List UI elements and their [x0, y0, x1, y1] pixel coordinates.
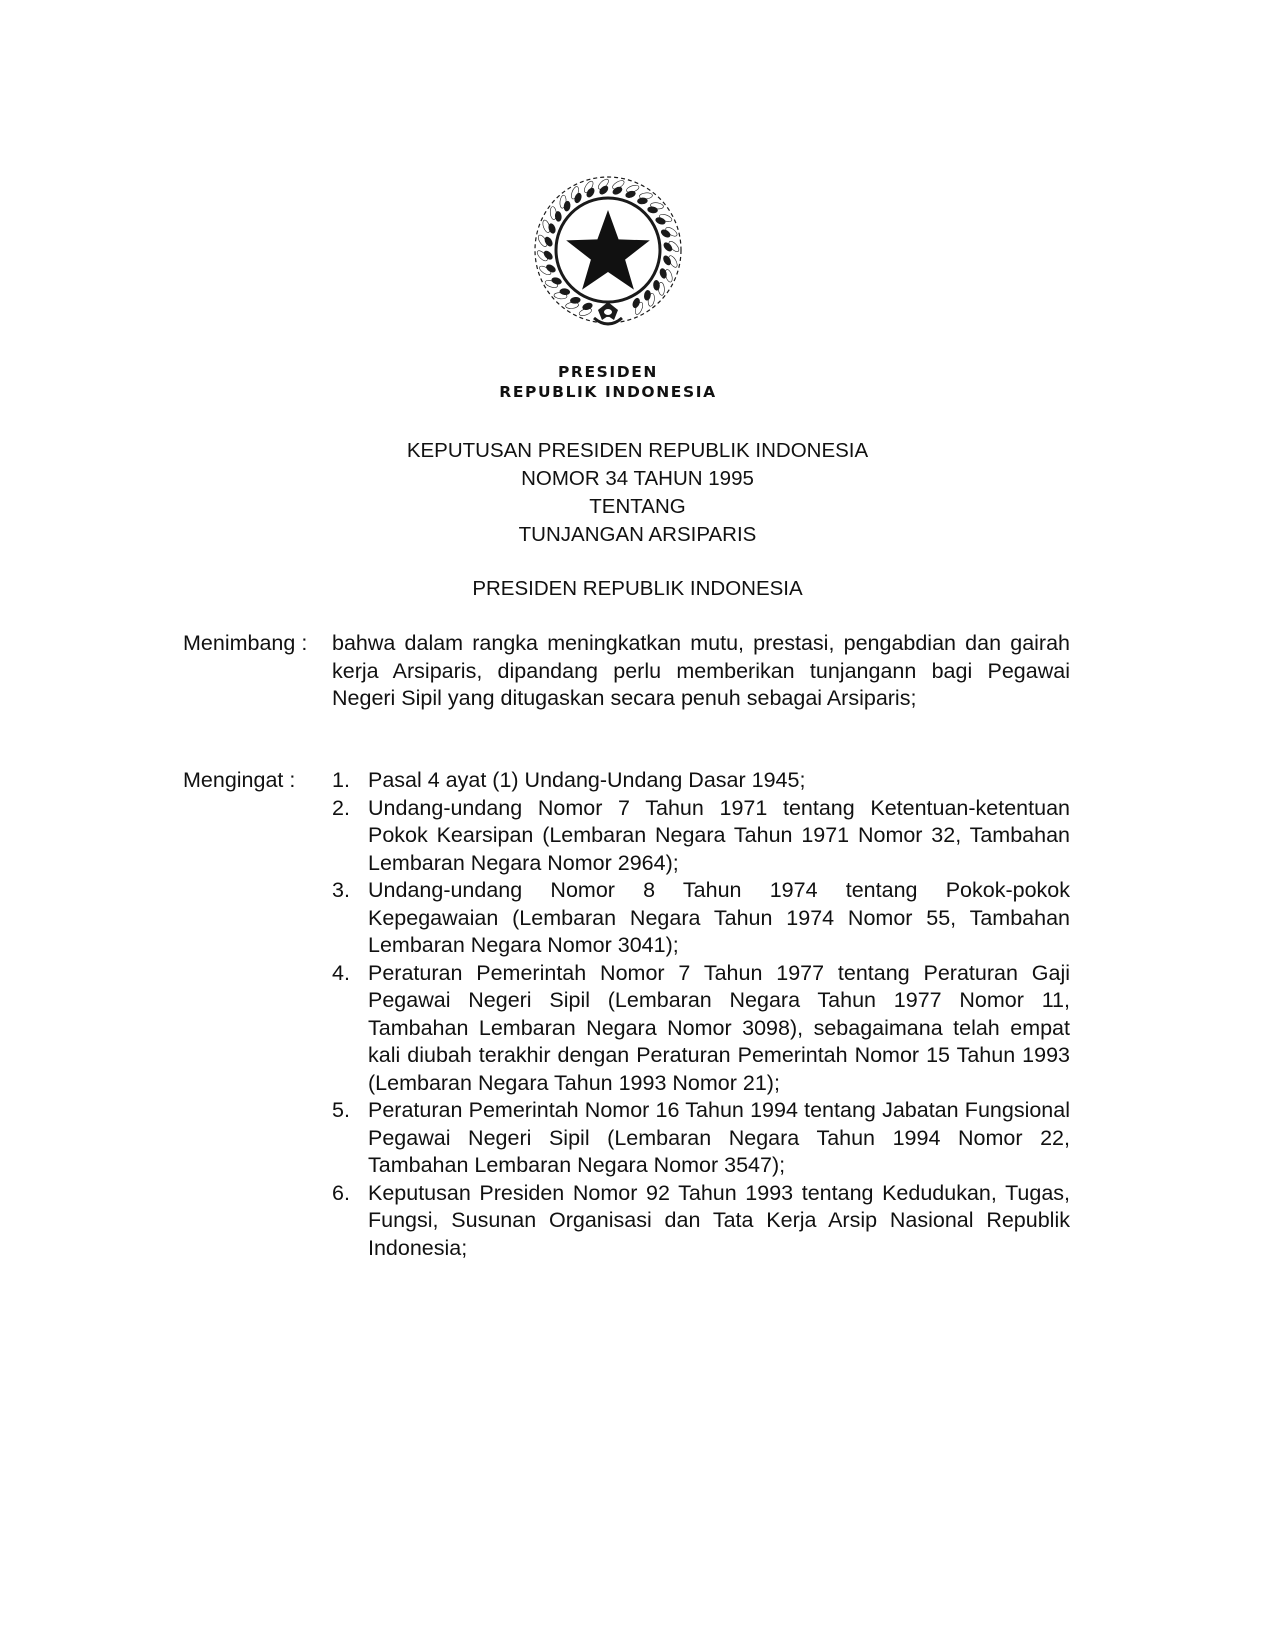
- title-line-4: TUNJANGAN ARSIPARIS: [518, 523, 757, 546]
- mengingat-label: Mengingat :: [183, 768, 296, 792]
- emblem-caption-line2: REPUBLIK INDONESIA: [499, 383, 717, 401]
- list-item: [332, 960, 1070, 1098]
- list-item-number: 5.: [332, 1098, 350, 1122]
- issuer-heading: PRESIDEN REPUBLIK INDONESIA: [472, 577, 803, 600]
- title-line-1: KEPUTUSAN PRESIDEN REPUBLIK INDONESIA: [406, 439, 869, 462]
- list-item-number: 6.: [332, 1180, 350, 1205]
- list-item-number: 1.: [332, 768, 350, 792]
- list-item-text: Undang-undang Nomor 8 Tahun 1974 tentang Pokok-pokok Kepegawaian (Lembaran Negara Tahun 1974 Nomor 55, Tambahan Lembaran Negara Nomor 3041);: [368, 878, 1070, 957]
- list-item: [332, 795, 1070, 878]
- list-item: [332, 1180, 1070, 1263]
- list-item-number: 2.: [332, 795, 350, 820]
- list-item: [332, 877, 1070, 960]
- menimbang-label: Menimbang :: [183, 631, 308, 655]
- list-item-text: Peraturan Pemerintah Nomor 16 Tahun 1994 tentang Jabatan Fungsional Pegawai Negeri Sipil (Lembaran Negara Tahun 1994 Nomor 22, Tambahan Lembaran Negara Nomor 3547);: [368, 1098, 1070, 1177]
- list-item-text: Undang-undang Nomor 7 Tahun 1971 tentang Ketentuan-ketentuan Pokok Kearsipan (Lembaran Negara Tahun 1971 Nomor 32, Tambahan Lembaran Negara Nomor 2964);: [368, 795, 1070, 875]
- list-item-text: Pasal 4 ayat (1) Undang-Undang Dasar 1945;: [368, 768, 806, 792]
- presidential-emblem-icon: [528, 170, 688, 340]
- list-item-text: Peraturan Pemerintah Nomor 7 Tahun 1977 tentang Peraturan Gaji Pegawai Negeri Sipil (Lembaran Negara Tahun 1977 Nomor 11, Tambahan Lembaran Negara Nomor 3098), sebagaimana telah empat kali diubah terakhir dengan Peraturan Pemerintah Nomor 15 Tahun 1993 (Lembaran Negara Tahun 1993 Nomor 21);: [368, 960, 1070, 1095]
- list-item-text: Keputusan Presiden Nomor 92 Tahun 1993 tentang Kedudukan, Tugas, Fungsi, Susunan Organisasi dan Tata Kerja Arsip Nasional Republik Indonesia;: [368, 1180, 1070, 1260]
- emblem-caption-line1: PRESIDEN: [557, 363, 659, 381]
- emblem-caption: [478, 362, 738, 402]
- menimbang-text: bahwa dalam rangka meningkatkan mutu, prestasi, pengabdian dan gairah kerja Arsiparis, dipandang perlu memberikan tunjangann bagi Pegawai Negeri Sipil yang ditugaskan secara penuh sebagai Arsiparis;: [332, 631, 1070, 710]
- list-item-number: 4.: [332, 960, 350, 985]
- title-line-2: NOMOR 34 TAHUN 1995: [521, 467, 754, 490]
- list-item-number: 3.: [332, 878, 350, 902]
- title-line-3: TENTANG: [589, 495, 686, 518]
- list-item: [332, 1097, 1070, 1180]
- list-item: [332, 767, 1070, 795]
- document-title: [300, 437, 975, 549]
- mengingat-list: [332, 767, 1070, 1262]
